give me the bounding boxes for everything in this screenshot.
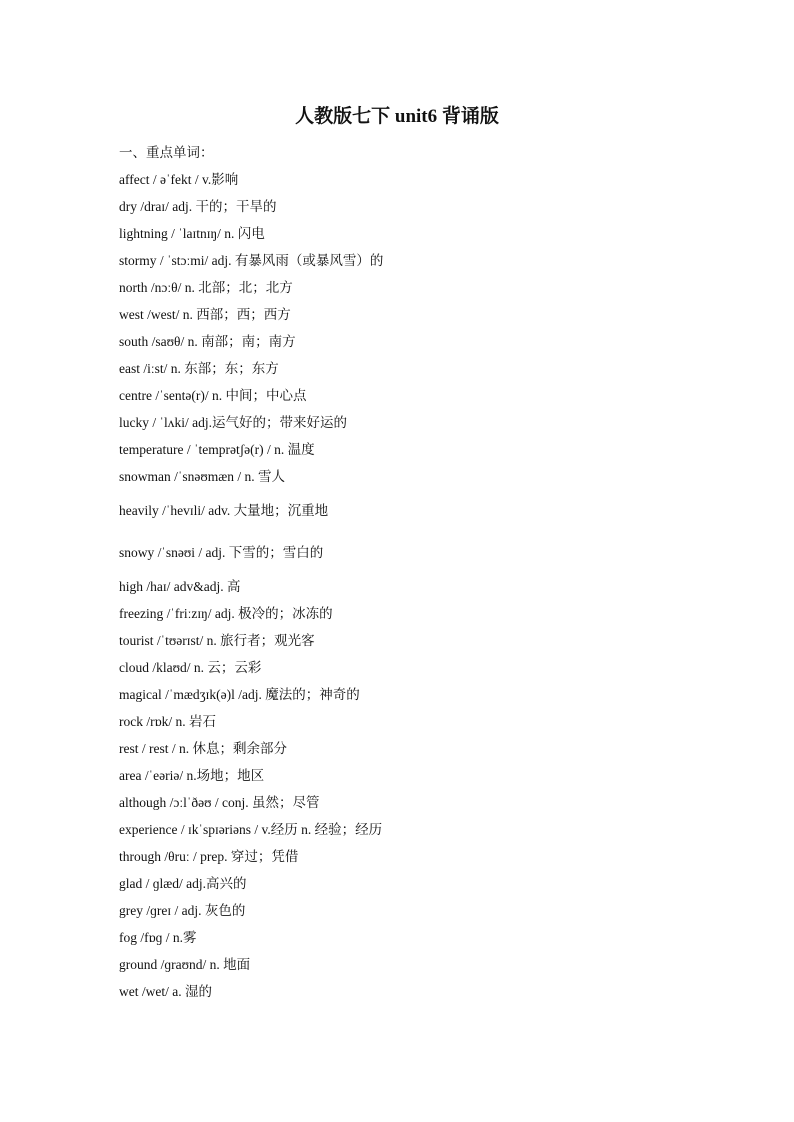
vocab-entry: lucky / ˈlʌki/ adj.运气好的；带来好运的: [119, 415, 347, 430]
vocab-entry: lightning / ˈlaɪtnɪŋ/ n. 闪电: [119, 226, 265, 241]
vocab-entry: freezing /ˈfriːzɪŋ/ adj. 极冷的；冰冻的: [119, 606, 333, 621]
vocab-entry: cloud /klaʊd/ n. 云；云彩: [119, 660, 262, 675]
vocab-entry: experience / ɪkˈspɪəriəns / v.经历 n. 经验；经历: [119, 822, 383, 837]
vocab-entry: stormy / ˈstɔːmi/ adj. 有暴风雨（或暴风雪）的: [119, 253, 384, 268]
vocab-entry: snowy /ˈsnəʊi / adj. 下雪的；雪白的: [119, 545, 324, 560]
vocab-entry: through /θruː / prep. 穿过；凭借: [119, 849, 299, 864]
vocab-entry: rock /rɒk/ n. 岩石: [119, 714, 217, 729]
vocab-entry: high /haɪ/ adv&adj. 高: [119, 579, 241, 594]
vocab-entry: affect / əˈfekt / v.影响: [119, 172, 239, 187]
vocab-entry: although /ɔːlˈðəʊ / conj. 虽然；尽管: [119, 795, 320, 810]
vocab-entry: south /saʊθ/ n. 南部；南；南方: [119, 334, 296, 349]
section-heading: 一、重点单词：: [119, 145, 214, 160]
vocab-entry: glad / ɡlæd/ adj.高兴的: [119, 876, 247, 891]
vocab-entry: ground /ɡraʊnd/ n. 地面: [119, 957, 251, 972]
vocab-entry: east /iːst/ n. 东部；东；东方: [119, 361, 279, 376]
vocab-entry: snowman /ˈsnəʊmæn / n. 雪人: [119, 469, 286, 484]
vocab-entry: west /west/ n. 西部；西；西方: [119, 307, 291, 322]
vocab-entry: rest / rest / n. 休息；剩余部分: [119, 741, 287, 756]
page-title: 人教版七下 unit6 背诵版: [295, 106, 499, 127]
vocab-entry: temperature / ˈtemprətʃə(r) / n. 温度: [119, 442, 315, 457]
vocab-entry: dry /draɪ/ adj. 干的；干旱的: [119, 199, 277, 214]
vocab-entry: tourist /ˈtʊərɪst/ n. 旅行者；观光客: [119, 633, 315, 648]
vocab-entry: area /ˈeəriə/ n.场地；地区: [119, 768, 265, 783]
vocab-entry: north /nɔːθ/ n. 北部；北；北方: [119, 280, 293, 295]
vocabulary-list: [119, 170, 739, 1009]
vocab-entry: centre /ˈsentə(r)/ n. 中间；中心点: [119, 388, 307, 403]
vocab-entry: wet /wet/ a. 湿的: [119, 984, 212, 999]
vocab-entry: magical /ˈmædʒɪk(ə)l /adj. 魔法的；神奇的: [119, 687, 360, 702]
vocab-entry: grey /ɡreɪ / adj. 灰色的: [119, 903, 246, 918]
vocab-entry: heavily /ˈhevɪli/ adv. 大量地；沉重地: [119, 503, 329, 518]
vocab-entry: fog /fɒɡ / n.雾: [119, 930, 197, 945]
